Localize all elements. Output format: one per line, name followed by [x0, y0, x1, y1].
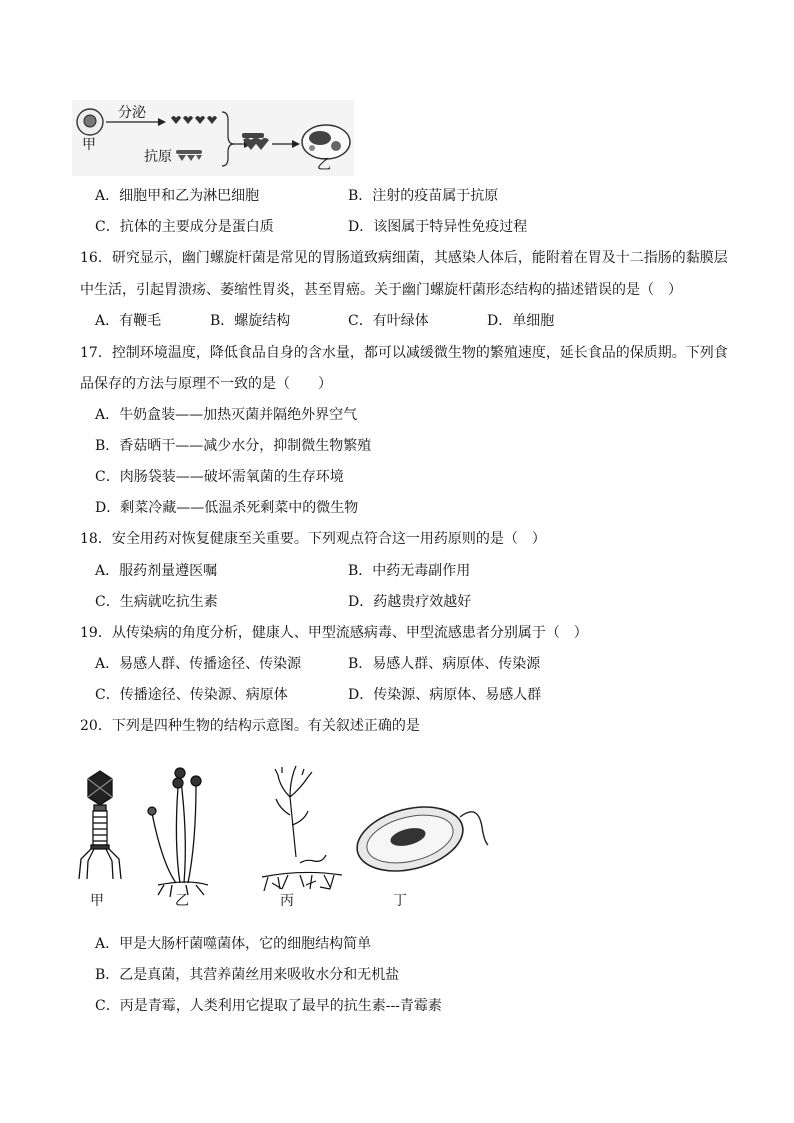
- bacterium-icon: [350, 797, 488, 881]
- q16-option-c: C．有叶绿体: [348, 313, 429, 329]
- q16-option-a: A．有鞭毛: [95, 313, 162, 329]
- q16-stem-line-2: 中生活，引起胃溃疡、萎缩性胃炎，甚至胃癌。关于幽门螺旋杆菌形态结构的描述错误的是（ ）: [80, 282, 682, 298]
- q19-stem: 19．从传染病的角度分析，健康人、甲型流感病毒、甲型流感患者分别属于（ ）: [80, 625, 588, 641]
- q18-option-c: C．生病就吃抗生素: [95, 594, 218, 610]
- q19-option-a: A．易感人群、传播途径、传染源: [95, 656, 302, 672]
- q17-stem-line-2: 品保存的方法与原理不一致的是（ ）: [80, 376, 332, 392]
- q16-option-b: B．螺旋结构: [210, 313, 291, 329]
- q20-option-a: A．甲是大肠杆菌噬菌体，它的细胞结构简单: [95, 936, 372, 952]
- organism-label-yi: 乙: [175, 893, 189, 909]
- cell-yi-icon: [302, 125, 350, 159]
- secrete-label: 分泌: [118, 105, 146, 121]
- antigen-label: 抗原: [144, 149, 172, 165]
- q20-option-c: C．丙是青霉，人类利用它提取了最早的抗生素---青霉素: [95, 998, 442, 1014]
- q15-option-d: D．该图属于特异性免疫过程: [348, 219, 528, 235]
- q17-stem-line-1: 17．控制环境温度，降低食品自身的含水量，都可以减缓微生物的繁殖速度，延长食品的保质期。下列食: [80, 345, 728, 361]
- cell-yi-label: 乙: [317, 157, 331, 173]
- q15-option-c: C．抗体的主要成分是蛋白质: [95, 219, 274, 235]
- q17-option-c: C．肉肠袋装——破坏需氧菌的生存环境: [95, 469, 344, 485]
- q19-option-d: D．传染源、病原体、易感人群: [348, 687, 542, 703]
- immune-diagram: [72, 100, 354, 176]
- q15-option-a: A．细胞甲和乙为淋巴细胞: [95, 188, 260, 204]
- immune-diagram-svg: [72, 100, 354, 176]
- q19-option-c: C．传播途径、传染源、病原体: [95, 687, 288, 703]
- organism-label-bing: 丙: [280, 893, 294, 909]
- q16-option-d: D．单细胞: [487, 313, 555, 329]
- q19-option-b: B．易感人群、病原体、传染源: [348, 656, 541, 672]
- q16-stem-line-1: 16．研究显示，幽门螺旋杆菌是常见的胃肠道致病细菌，其感染人体后，能附着在胃及十二指肠的黏膜层: [80, 250, 728, 266]
- q17-option-a: A．牛奶盒装——加热灭菌并隔绝外界空气: [95, 407, 358, 423]
- penicillium-icon: [262, 766, 342, 891]
- bacteriophage-icon: [79, 771, 121, 879]
- q18-stem: 18．安全用药对恢复健康至关重要。下列观点符合这一用药原则的是（ ）: [80, 531, 546, 547]
- cell-jia-label: 甲: [82, 137, 96, 153]
- q20-stem: 20．下列是四种生物的结构示意图。有关叙述正确的是: [80, 718, 420, 734]
- q15-option-b: B．注射的疫苗属于抗原: [348, 188, 499, 204]
- q17-option-b: B．香菇晒干——减少水分，抑制微生物繁殖: [95, 438, 372, 454]
- cell-jia-icon: [77, 109, 103, 135]
- q17-option-d: D．剩菜冷藏——低温杀死剩菜中的微生物: [95, 500, 359, 516]
- organism-label-jia: 甲: [90, 893, 104, 909]
- q18-option-d: D．药越贵疗效越好: [348, 594, 472, 610]
- q20-option-b: B．乙是真菌，其营养菌丝用来吸收水分和无机盐: [95, 967, 400, 983]
- q18-option-a: A．服药剂量遵医嘱: [95, 563, 218, 579]
- rhizopus-icon: [148, 768, 208, 897]
- organism-label-ding: 丁: [393, 893, 407, 909]
- q18-option-b: B．中药无毒副作用: [348, 563, 471, 579]
